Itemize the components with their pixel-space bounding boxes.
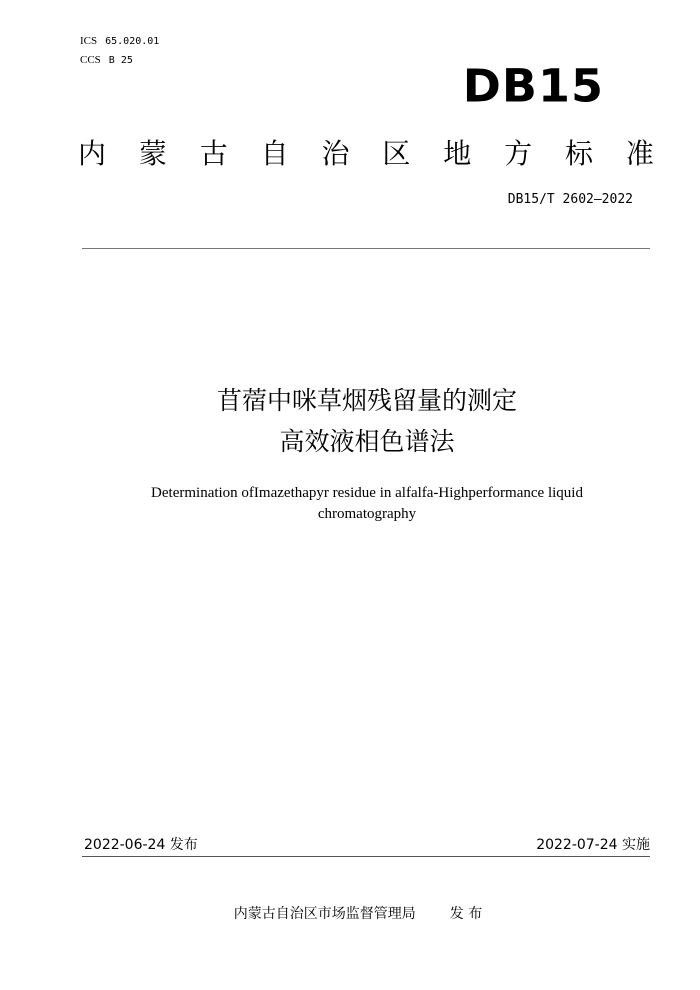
standard-number: DB15/T 2602—2022 [507, 192, 633, 207]
ccs-label: CCS [80, 54, 101, 66]
ccs-code: B 25 [108, 55, 133, 66]
title-line-2: 高效液相色谱法 [279, 427, 455, 456]
ccs-classification [80, 53, 133, 68]
org-title-char: 古 [199, 137, 228, 170]
org-title-char: 地 [443, 137, 472, 170]
org-title-char: 蒙 [138, 137, 167, 170]
title-line-1: 苜蓿中咪草烟残留量的测定 [216, 386, 517, 415]
ics-code: 65.020.01 [105, 36, 160, 47]
org-title-char: 准 [625, 137, 654, 170]
ics-label: ICS [80, 35, 98, 47]
publish-date: 2022-06-24 发布 [84, 837, 198, 853]
issuer-action: 发 布 [449, 906, 483, 922]
divider-top [82, 248, 650, 249]
org-title [78, 134, 654, 174]
issuer-name: 内蒙古自治区市场监督管理局 [233, 906, 416, 922]
org-title-char: 内 [78, 137, 107, 170]
divider-bottom [82, 856, 650, 857]
org-title-char: 自 [260, 137, 289, 170]
org-title-char: 方 [504, 137, 533, 170]
org-title-char: 标 [565, 137, 594, 170]
standard-logo: DB15 [462, 59, 604, 113]
issuer [0, 904, 700, 924]
ics-classification [80, 34, 159, 49]
english-title: Determination ofImazethapyr residue in alfalfa-Highperformance liquid chromatography [151, 485, 583, 522]
implement-date: 2022-07-24 实施 [536, 837, 650, 853]
org-title-char: 治 [321, 137, 350, 170]
org-title-char: 区 [382, 137, 411, 170]
